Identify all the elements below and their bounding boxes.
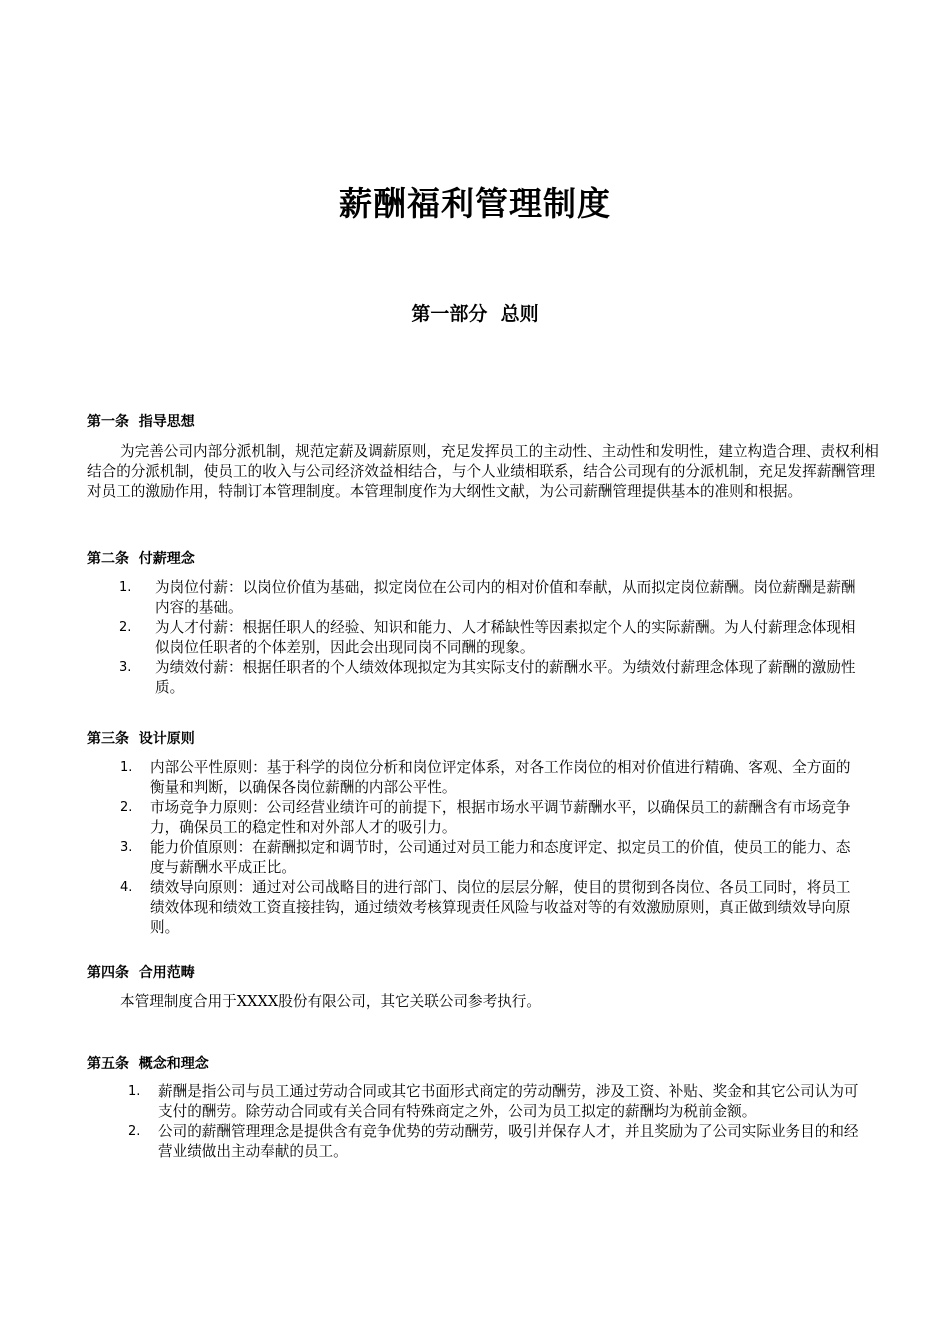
list-item-text: 内部公平性原则：基于科学的岗位分析和岗位评定体系，对各工作岗位的相对价值进行精确、客观、全方面的衡量和判断，以确保各岗位薪酬的内部公平性。 bbox=[150, 759, 851, 796]
list-item bbox=[119, 578, 865, 618]
list-number: 2. bbox=[119, 620, 132, 635]
list-item-text: 市场竞争力原则：公司经营业绩许可的前提下，根据市场水平调节薪酬水平，以确保员工的薪酬含有市场竞争力，确保员工的稳定性和对外部人才的吸引力。 bbox=[150, 799, 851, 836]
list-number: 3. bbox=[120, 840, 133, 855]
list-item bbox=[119, 658, 865, 698]
section-3-list bbox=[120, 758, 865, 938]
section-1-body: 为完善公司内部分派机制，规范定薪及调薪原则，充足发挥员工的主动性、主动性和发明性，建立构造合理、责权利相结合的分派机制，使员工的收入与公司经济效益相结合，与个人业绩相联系，结合公司现有的分派机制，充足发挥薪酬管理对员工的激励作用，特制订本管理制度。本管理制度作为大纲性文献，为公司薪酬管理提供基本的准则和根据。 bbox=[87, 443, 879, 500]
list-item-text: 为岗位付薪：以岗位价值为基础，拟定岗位在公司内的相对价值和奉献，从而拟定岗位薪酬。岗位薪酬是薪酬内容的基础。 bbox=[155, 579, 856, 616]
list-number: 1. bbox=[120, 760, 133, 775]
list-item-text: 能力价值原则：在薪酬拟定和调节时，公司通过对员工能力和态度评定、拟定员工的价值，使员工的能力、态度与薪酬水平成正比。 bbox=[150, 839, 851, 876]
list-item bbox=[120, 878, 865, 938]
list-item-text: 为绩效付薪：根据任职者的个人绩效体现拟定为其实际支付的薪酬水平。为绩效付薪理念体现了薪酬的激励性质。 bbox=[155, 659, 856, 696]
section-heading-3: 第三条 设计原则 bbox=[87, 731, 195, 747]
section-heading-2: 第二条 付薪理念 bbox=[87, 551, 195, 567]
part-title: 第一部分 总则 bbox=[411, 303, 539, 325]
list-number: 2. bbox=[128, 1124, 141, 1139]
document-title: 薪酬福利管理制度 bbox=[339, 184, 611, 223]
list-number: 4. bbox=[120, 880, 133, 895]
section-5-list bbox=[128, 1082, 865, 1162]
list-number: 1. bbox=[119, 580, 132, 595]
list-item bbox=[128, 1122, 865, 1162]
list-item bbox=[120, 838, 865, 878]
section-heading-1: 第一条 指导思想 bbox=[87, 414, 195, 430]
section-heading-4: 第四条 合用范畴 bbox=[87, 965, 195, 981]
list-number: 2. bbox=[120, 800, 133, 815]
section-2-list bbox=[119, 578, 865, 698]
section-4-body: 本管理制度合用于XXXX股份有限公司，其它关联公司参考执行。 bbox=[120, 993, 541, 1010]
list-number: 1. bbox=[128, 1084, 141, 1099]
list-item-text: 公司的薪酬管理理念是提供含有竞争优势的劳动酬劳，吸引并保存人才，并且奖励为了公司实际业务目的和经营业绩做出主动奉献的员工。 bbox=[158, 1123, 859, 1160]
list-item-text: 为人才付薪：根据任职人的经验、知识和能力、人才稀缺性等因素拟定个人的实际薪酬。为人付薪理念体现相似岗位任职者的个体差别，因此会出现同岗不同酬的现象。 bbox=[155, 619, 856, 656]
list-item bbox=[119, 618, 865, 658]
list-item bbox=[120, 798, 865, 838]
list-item bbox=[128, 1082, 865, 1122]
list-number: 3. bbox=[119, 660, 132, 675]
list-item-text: 绩效导向原则：通过对公司战略目的进行部门、岗位的层层分解，使目的贯彻到各岗位、各员工同时，将员工绩效体现和绩效工资直接挂钩，通过绩效考核算现责任风险与收益对等的有效激励原则，真正做到绩效导向原则。 bbox=[150, 879, 851, 936]
section-heading-5: 第五条 概念和理念 bbox=[87, 1056, 209, 1072]
list-item bbox=[120, 758, 865, 798]
list-item-text: 薪酬是指公司与员工通过劳动合同或其它书面形式商定的劳动酬劳，涉及工资、补贴、奖金和其它公司认为可支付的酬劳。除劳动合同或有关合同有特殊商定之外，公司为员工拟定的薪酬均为税前金额。 bbox=[158, 1083, 859, 1120]
